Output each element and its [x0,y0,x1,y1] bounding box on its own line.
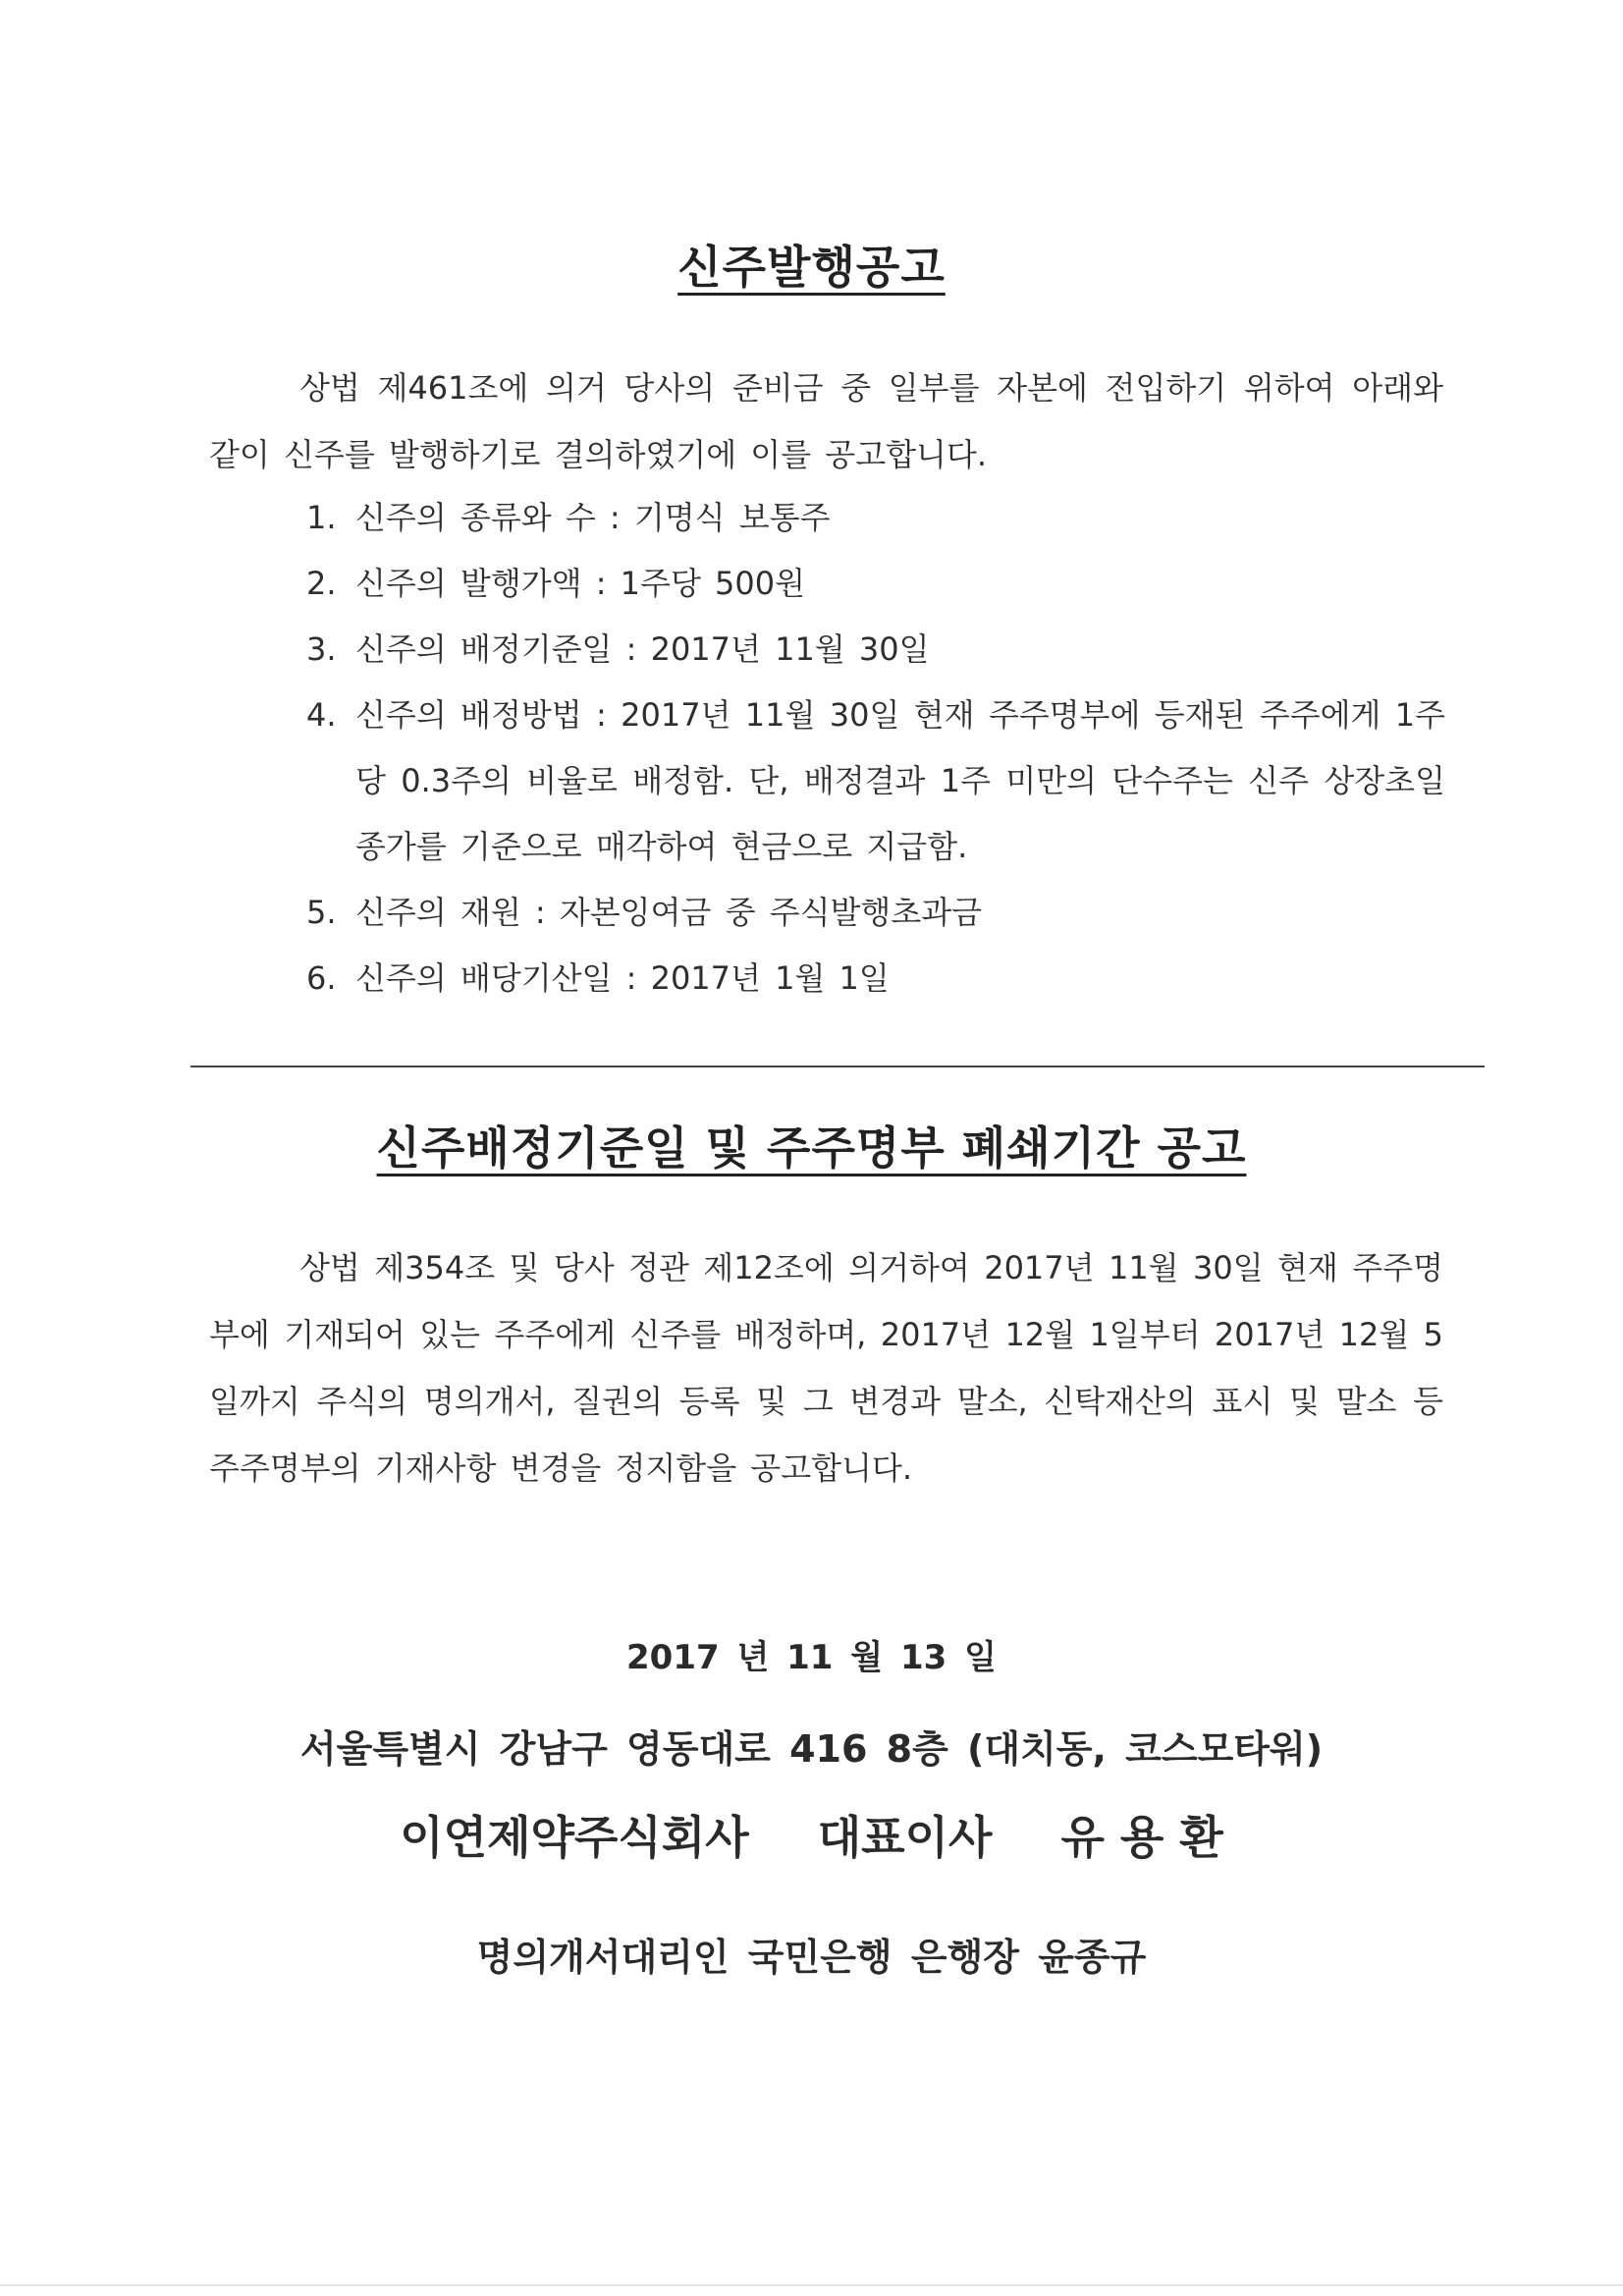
notice2-title: 신주배정기준일 및 주주명부 폐쇄기간 공고 [376,1121,1247,1175]
notice2-body-text: 상법 제354조 및 당사 정관 제12조에 의거하여 2017년 11월 30일 현재 주주명부에 기재되어 있는 주주에게 신주를 배정하며, 2017년 12월 1일부터 2017년 12월 5일까지 주식의 명의개서, 질권의 등록 및 그 변경과 말소, 신탁재산의 표시 및 말소 등 주주명부의 기재사항 변경을 정지함을 공고합니다. [209,1249,1443,1487]
ceo-title: 대표이사 [817,1811,993,1864]
ceo-name: 유 용 환 [1060,1811,1223,1864]
section-divider [190,1066,1485,1067]
notice2-body [209,1234,1443,1502]
notice1-items [306,485,1445,1011]
list-item [306,946,1445,1011]
list-item-number: 5. [306,894,337,931]
list-item-text: 신주의 발행가액 : 1주당 500원 [355,565,806,602]
list-item-number: 1. [306,499,337,536]
list-item [306,880,1445,946]
list-item-text: 신주의 배정방법 : 2017년 11월 30일 현재 주주명부에 등재된 주주에게 1주당 0.3주의 비율로 배정함. 단, 배정결과 1주 미만의 단수주는 신주 상장초일 종가를 기준으로 매각하여 현금으로 지급함. [355,696,1445,865]
list-item-text: 신주의 종류와 수 : 기명식 보통주 [355,499,831,536]
list-item [306,617,1445,683]
list-item-text: 신주의 재원 : 자본잉여금 중 주식발행초과금 [355,894,983,931]
list-item-number: 4. [306,696,337,734]
list-item-text: 신주의 배정기준일 : 2017년 11월 30일 [355,630,930,668]
notice1-intro [209,355,1443,488]
list-item-number: 2. [306,565,337,602]
company-address: 서울특별시 강남구 영동대로 416 8층 (대치동, 코스모타워) [299,1727,1324,1771]
list-item-text: 신주의 배당기산일 : 2017년 1월 1일 [355,959,890,997]
list-item [306,683,1445,880]
notice1-title: 신주발행공고 [677,241,946,294]
list-item-number: 3. [306,630,337,668]
transfer-agent: 명의개서대리인 국민은행 은행장 윤종규 [476,1936,1147,1979]
notice1-intro-text: 상법 제461조에 의거 당사의 준비금 중 일부를 자본에 전입하기 위하여 아래와 같이 신주를 발행하기로 결의하였기에 이를 공고합니다. [209,369,1443,473]
list-item-number: 6. [306,959,337,997]
company-name: 이연제약주식회사 [400,1811,749,1864]
scan-edge-line [0,2284,1623,2286]
list-item [306,485,1445,551]
list-item [306,551,1445,617]
company-signature [0,1802,1623,1867]
notice-date: 2017 년 11 월 13 일 [626,1638,997,1677]
